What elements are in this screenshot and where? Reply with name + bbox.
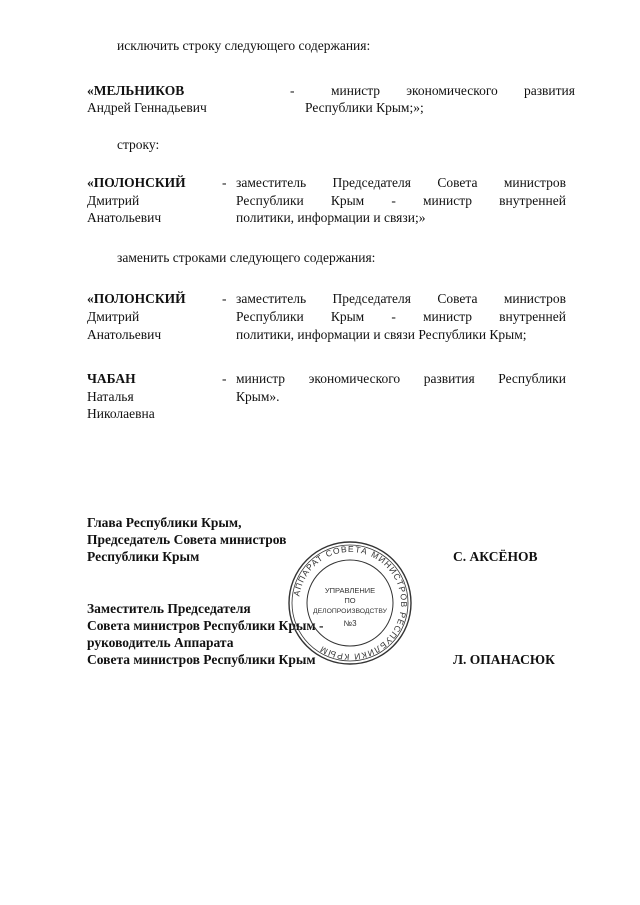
block4-name1: Наталья [87, 389, 134, 404]
sign2-title-line2: Совета министров Республики Крым - [87, 618, 324, 633]
word: Крым [330, 193, 365, 208]
word: - [391, 193, 396, 208]
block1-position-line1 [331, 83, 575, 99]
block1-name: Андрей Геннадьевич [87, 100, 207, 115]
word: внутренней [499, 193, 566, 208]
sign1-signer: С. АКСЁНОВ [453, 549, 538, 564]
block3-name2: Анатольевич [87, 327, 162, 342]
block2-position-line2 [236, 193, 566, 209]
stamp-center-line2: ПО [344, 596, 356, 605]
word: министров [503, 175, 566, 190]
word: внутренней [499, 309, 566, 324]
stamp-center-line1: УПРАВЛЕНИЕ [324, 586, 376, 595]
stamp-number: №3 [343, 619, 357, 628]
block1-dash: - [290, 83, 295, 98]
block3-position-line2 [236, 309, 566, 325]
word: Совета [437, 175, 478, 190]
word: Республики [498, 371, 566, 386]
word: заместитель [236, 175, 307, 190]
word: Председателя [332, 175, 411, 190]
word: Крым [330, 309, 365, 324]
block4-dash: - [222, 371, 227, 386]
word: экономического [406, 83, 498, 98]
sign2-title-line4: Совета министров Республики Крым [87, 652, 316, 667]
block2-name1: Дмитрий [87, 193, 140, 208]
stamp-center-line3: ДЕЛОПРОИЗВОДСТВУ [313, 608, 387, 615]
block1-position-line2: Республики Крым;»; [305, 100, 424, 115]
word: Республики [236, 309, 304, 324]
word: Республики [236, 193, 304, 208]
block1-surname: «МЕЛЬНИКОВ [87, 83, 185, 98]
block3-name1: Дмитрий [87, 309, 140, 324]
word: министр [422, 193, 473, 208]
sign2-title-line3: руководитель Аппарата [87, 635, 234, 650]
block3-position-line3: политики, информации и связи Республики Крым; [236, 327, 527, 342]
block2-surname: «ПОЛОНСКИЙ [87, 175, 186, 190]
word: - [391, 309, 396, 324]
word: заместитель [236, 291, 307, 306]
stamp-seal-icon [287, 540, 413, 666]
word: министр [331, 83, 381, 98]
block4-position-line1 [236, 371, 566, 387]
sign1-title-line1: Глава Республики Крым, [87, 515, 242, 530]
block2-position-line3: политики, информации и связи;» [236, 210, 426, 225]
word: Председателя [332, 291, 411, 306]
intro-text-2: строку: [117, 137, 160, 152]
intro-text-3: заменить строками следующего содержания: [117, 250, 376, 265]
official-stamp [287, 540, 413, 666]
word: министров [503, 291, 566, 306]
block2-name2: Анатольевич [87, 210, 162, 225]
intro-text-1: исключить строку следующего содержания: [117, 38, 371, 53]
block2-dash: - [222, 175, 227, 190]
block4-position-line2: Крым». [236, 389, 280, 404]
block3-surname: «ПОЛОНСКИЙ [87, 291, 186, 306]
word: Совета [437, 291, 478, 306]
word: развития [523, 83, 575, 98]
word: министр [422, 309, 473, 324]
sign2-title-line1: Заместитель Председателя [87, 601, 251, 616]
block4-name2: Николаевна [87, 406, 155, 421]
word: экономического [308, 371, 401, 386]
word: министр [236, 371, 286, 386]
block2-position-line1 [236, 175, 566, 191]
sign1-title-line3: Республики Крым [87, 549, 200, 564]
block3-position-line1 [236, 291, 566, 307]
block4-surname: ЧАБАН [87, 371, 136, 386]
block3-dash: - [222, 291, 227, 306]
sign2-signer: Л. ОПАНАСЮК [453, 652, 555, 667]
word: развития [423, 371, 475, 386]
sign1-title-line2: Председатель Совета министров [87, 532, 287, 547]
stamp-ring-text: АППАРАТ СОВЕТА МИНИСТРОВ РЕСПУБЛИКИ КРЫМ [291, 543, 410, 663]
